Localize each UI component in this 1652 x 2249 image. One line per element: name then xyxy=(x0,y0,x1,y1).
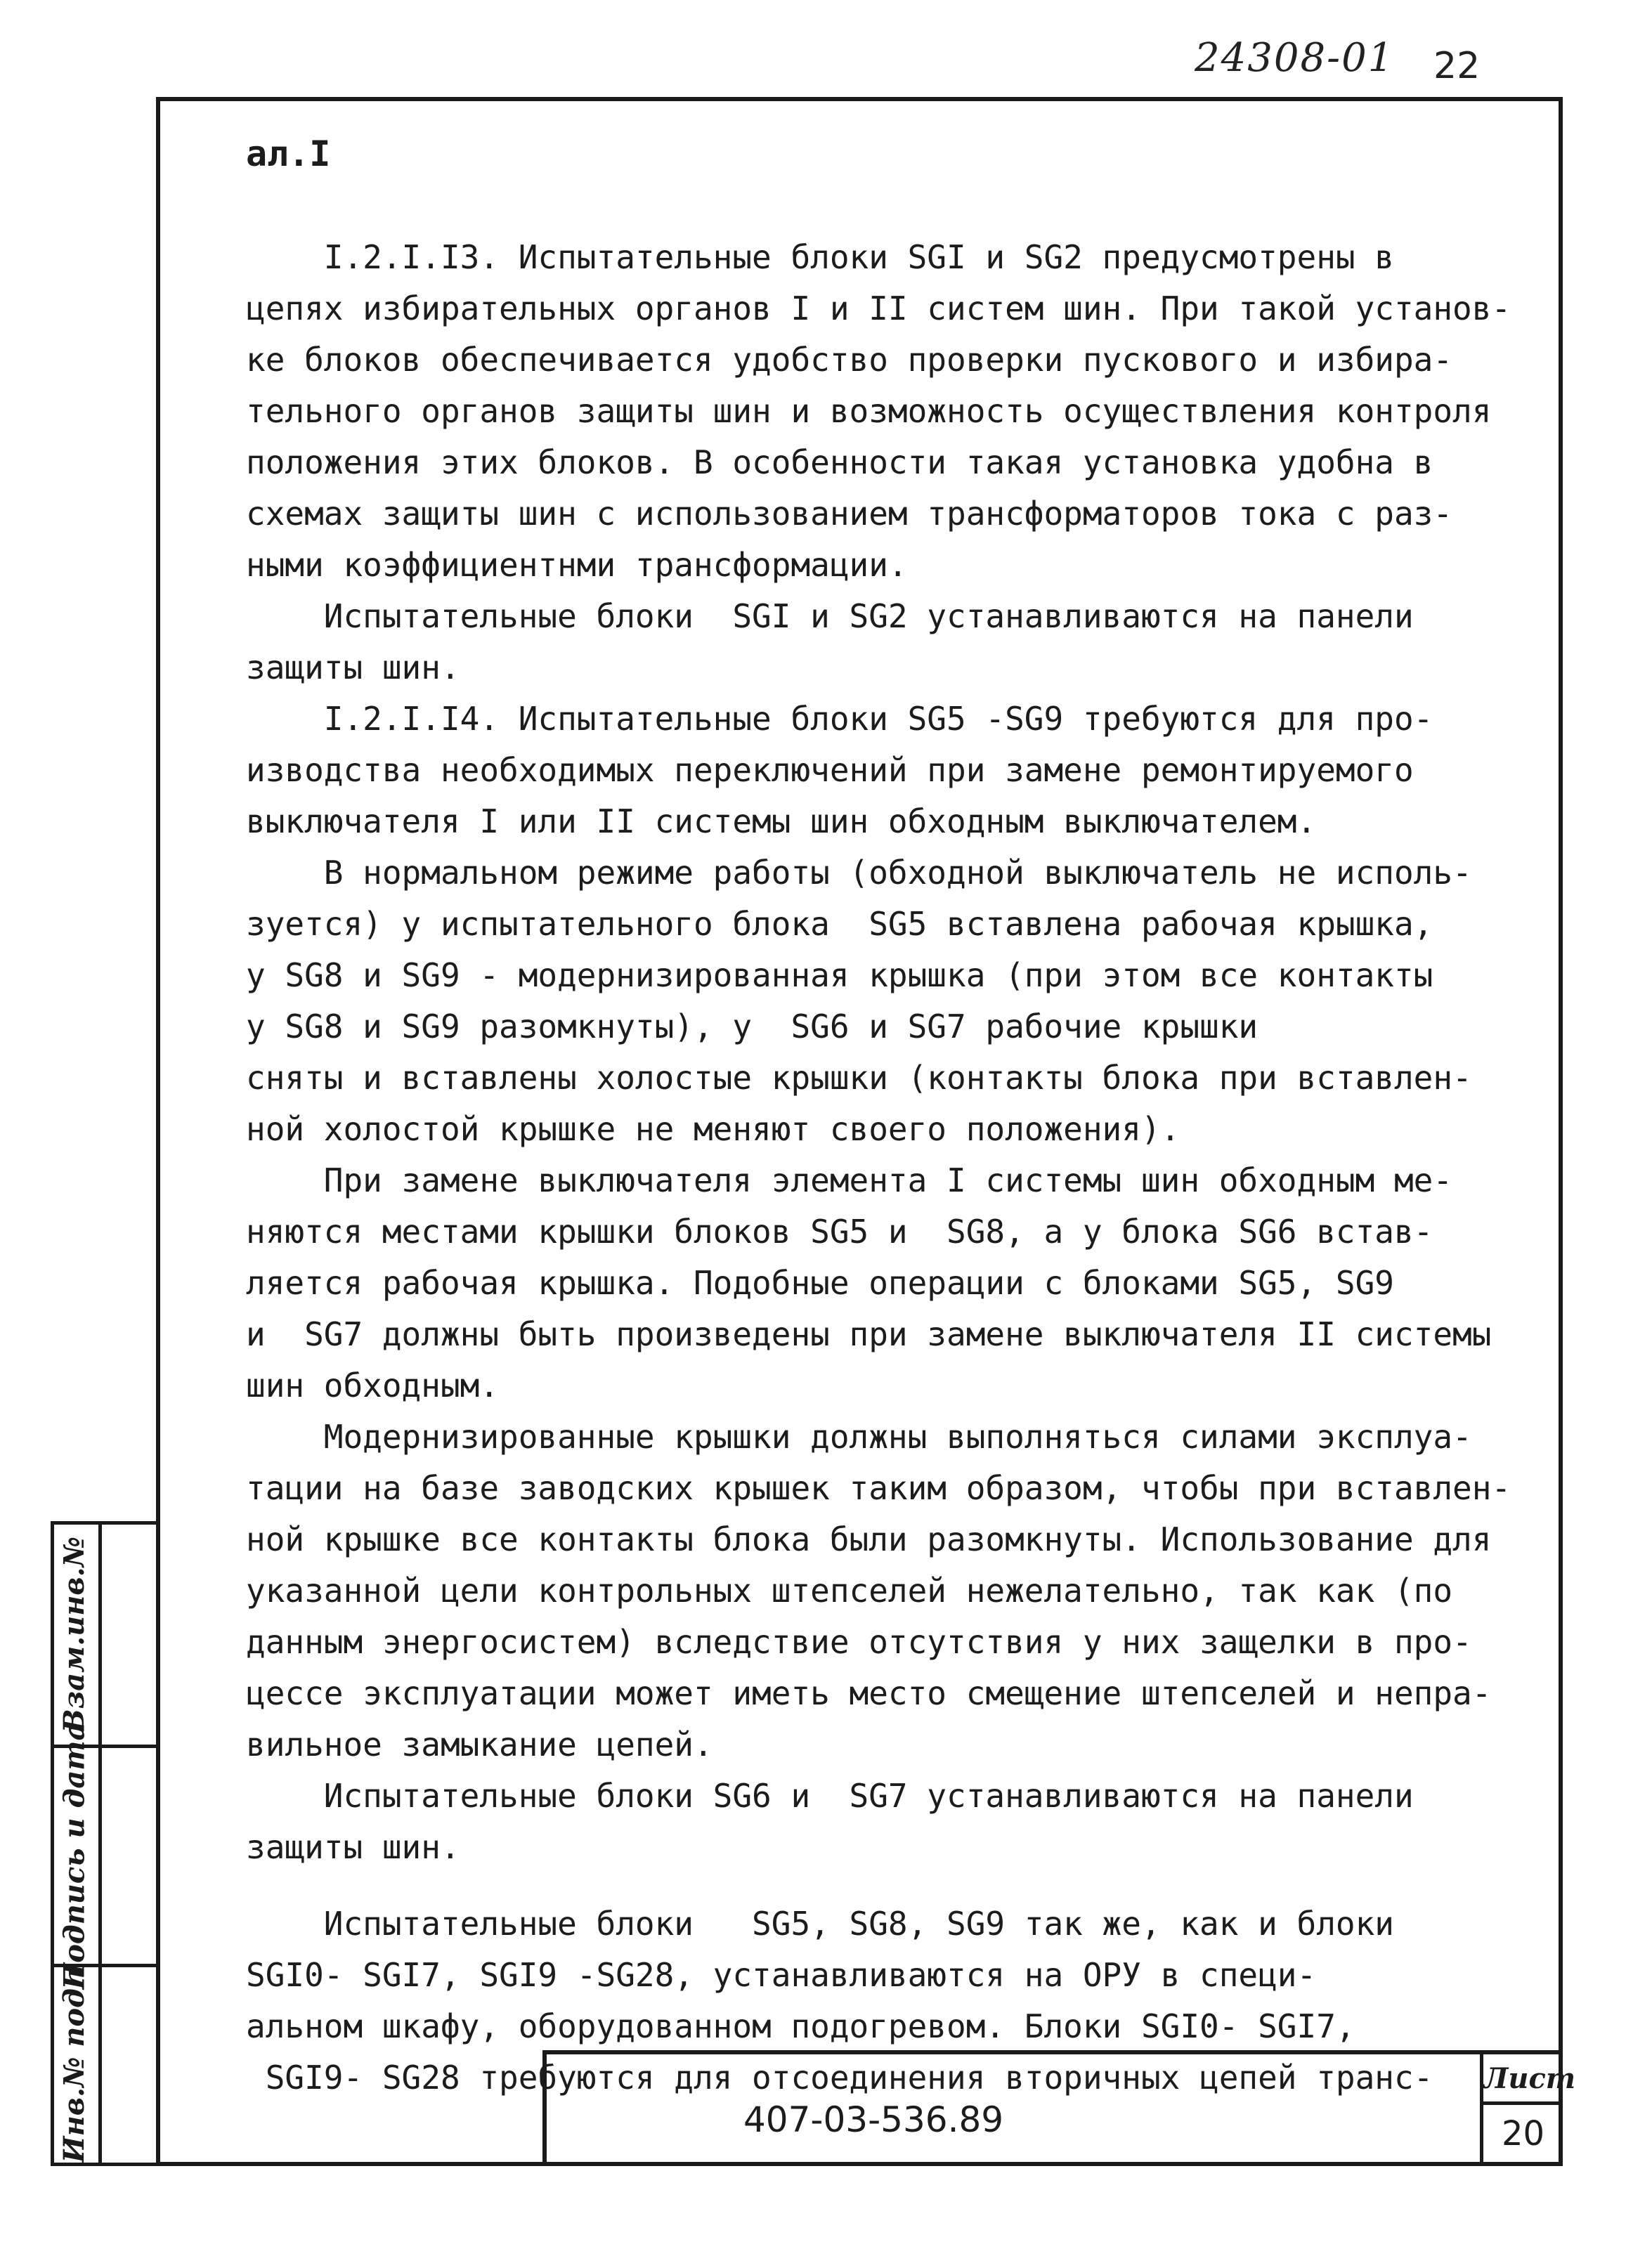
text-line: Испытательные блоки SGI и SG2 устанавливаются на панели xyxy=(246,597,1414,635)
side-label-replacement: Взам.инв.№ xyxy=(58,1536,91,1733)
sheet-cell-number: 20 xyxy=(1501,2114,1545,2153)
paragraph-gap xyxy=(246,1873,1532,1898)
strip-column-divider xyxy=(98,1521,102,2166)
text-line: зуется) у испытательного блока SG5 вставлена рабочая крышка, xyxy=(246,905,1433,943)
text-line: ляется рабочая крышка. Подобные операции с блоками SG5, SG9 xyxy=(246,1264,1394,1302)
sheet-cell-label: Лист xyxy=(1483,2054,1563,2105)
text-line: вильное замыкание цепей. xyxy=(246,1726,713,1764)
stamp-document-number: 407-03-536.89 xyxy=(743,2099,1004,2140)
text-line: Модернизированные крышки должны выполняться силами эксплуа- xyxy=(246,1418,1472,1456)
text-line: изводства необходимых переключений при замене ремонтируемого xyxy=(246,751,1414,789)
text-line: I.2.I.I3. Испытательные блоки SGI и SG2 предусмотрены в xyxy=(246,238,1394,276)
text-line: При замене выключателя элемента I системы шин обходным ме- xyxy=(246,1161,1453,1199)
text-line: ной холостой крышке не меняют своего положения). xyxy=(246,1110,1181,1148)
text-line: выключателя I или II системы шин обходным выключателем. xyxy=(246,802,1317,840)
text-line: Испытательные блоки SG5, SG8, SG9 так же, как и блоки xyxy=(246,1905,1394,1943)
text-line: сняты и вставлены холостые крышки (контакты блока при вставлен- xyxy=(246,1059,1472,1097)
text-line: I.2.I.I4. Испытательные блоки SG5 -SG9 требуются для про- xyxy=(246,700,1433,738)
text-line: положения этих блоков. В особенности такая установка удобна в xyxy=(246,443,1433,481)
text-line: шин обходным. xyxy=(246,1367,500,1404)
text-line: альном шкафу, оборудованном подогревом. Блоки SGI0- SGI7, xyxy=(246,2007,1355,2045)
text-line: цессе эксплуатации может иметь место смещение штепселей и непра- xyxy=(246,1674,1492,1712)
page-number: 22 xyxy=(1433,45,1481,87)
text-line: SGI9- SG28 требуются для отсоединения вторичных цепей транс- xyxy=(246,2059,1433,2097)
document-code: 24308-01 xyxy=(1195,35,1395,81)
text-line: у SG8 и SG9 разомкнуты), у SG6 и SG7 рабочие крышки xyxy=(246,1008,1258,1045)
side-label-signature-date: Подпись и дата xyxy=(58,1722,91,1990)
text-line: и SG7 должны быть произведены при замене выключателя II системы xyxy=(246,1315,1492,1353)
text-line: няются местами крышки блоков SG5 и SG8, а у блока SG6 встав- xyxy=(246,1213,1433,1251)
text-line: защиты шин. xyxy=(246,1828,460,1866)
text-line: ке блоков обеспечивается удобство проверки пускового и избира- xyxy=(246,341,1453,379)
side-label-original-inventory: Инв.№ подл xyxy=(58,1967,91,2163)
text-line: у SG8 и SG9 - модернизированная крышка (при этом все контакты xyxy=(246,956,1433,994)
text-line: тельного органов защиты шин и возможность осуществления контроля xyxy=(246,392,1492,430)
text-line: тации на базе заводских крышек таким образом, чтобы при вставлен- xyxy=(246,1469,1511,1507)
sheet-label: ал.I xyxy=(246,133,331,174)
body-text xyxy=(246,232,1532,2104)
text-line: ной крышке все контакты блока были разомкнуты. Использование для xyxy=(246,1520,1492,1558)
strip-border-bottom xyxy=(51,2163,156,2166)
text-line: указанной цели контрольных штепселей нежелательно, так как (по xyxy=(246,1572,1453,1610)
text-line: данным энергосистем) вследствие отсутствия у них защелки в про- xyxy=(246,1623,1472,1661)
text-line: В нормальном режиме работы (обходной выключатель не исполь- xyxy=(246,854,1472,892)
text-line: SGI0- SGI7, SGI9 -SG28, устанавливаются на ОРУ в специ- xyxy=(246,1956,1317,1994)
text-line: схемах защиты шин с использованием трансформаторов тока с раз- xyxy=(246,495,1453,533)
side-stamp-strip xyxy=(51,1521,156,2166)
text-line: ными коэффициентнми трансформации. xyxy=(246,546,908,584)
text-line: Испытательные блоки SG6 и SG7 устанавливаются на панели xyxy=(246,1777,1414,1815)
text-line: защиты шин. xyxy=(246,648,460,686)
text-line: цепях избирательных органов I и II систем шин. При такой установ- xyxy=(246,289,1511,327)
title-block xyxy=(542,2050,1576,2166)
sheet-cell xyxy=(1480,2054,1576,2166)
